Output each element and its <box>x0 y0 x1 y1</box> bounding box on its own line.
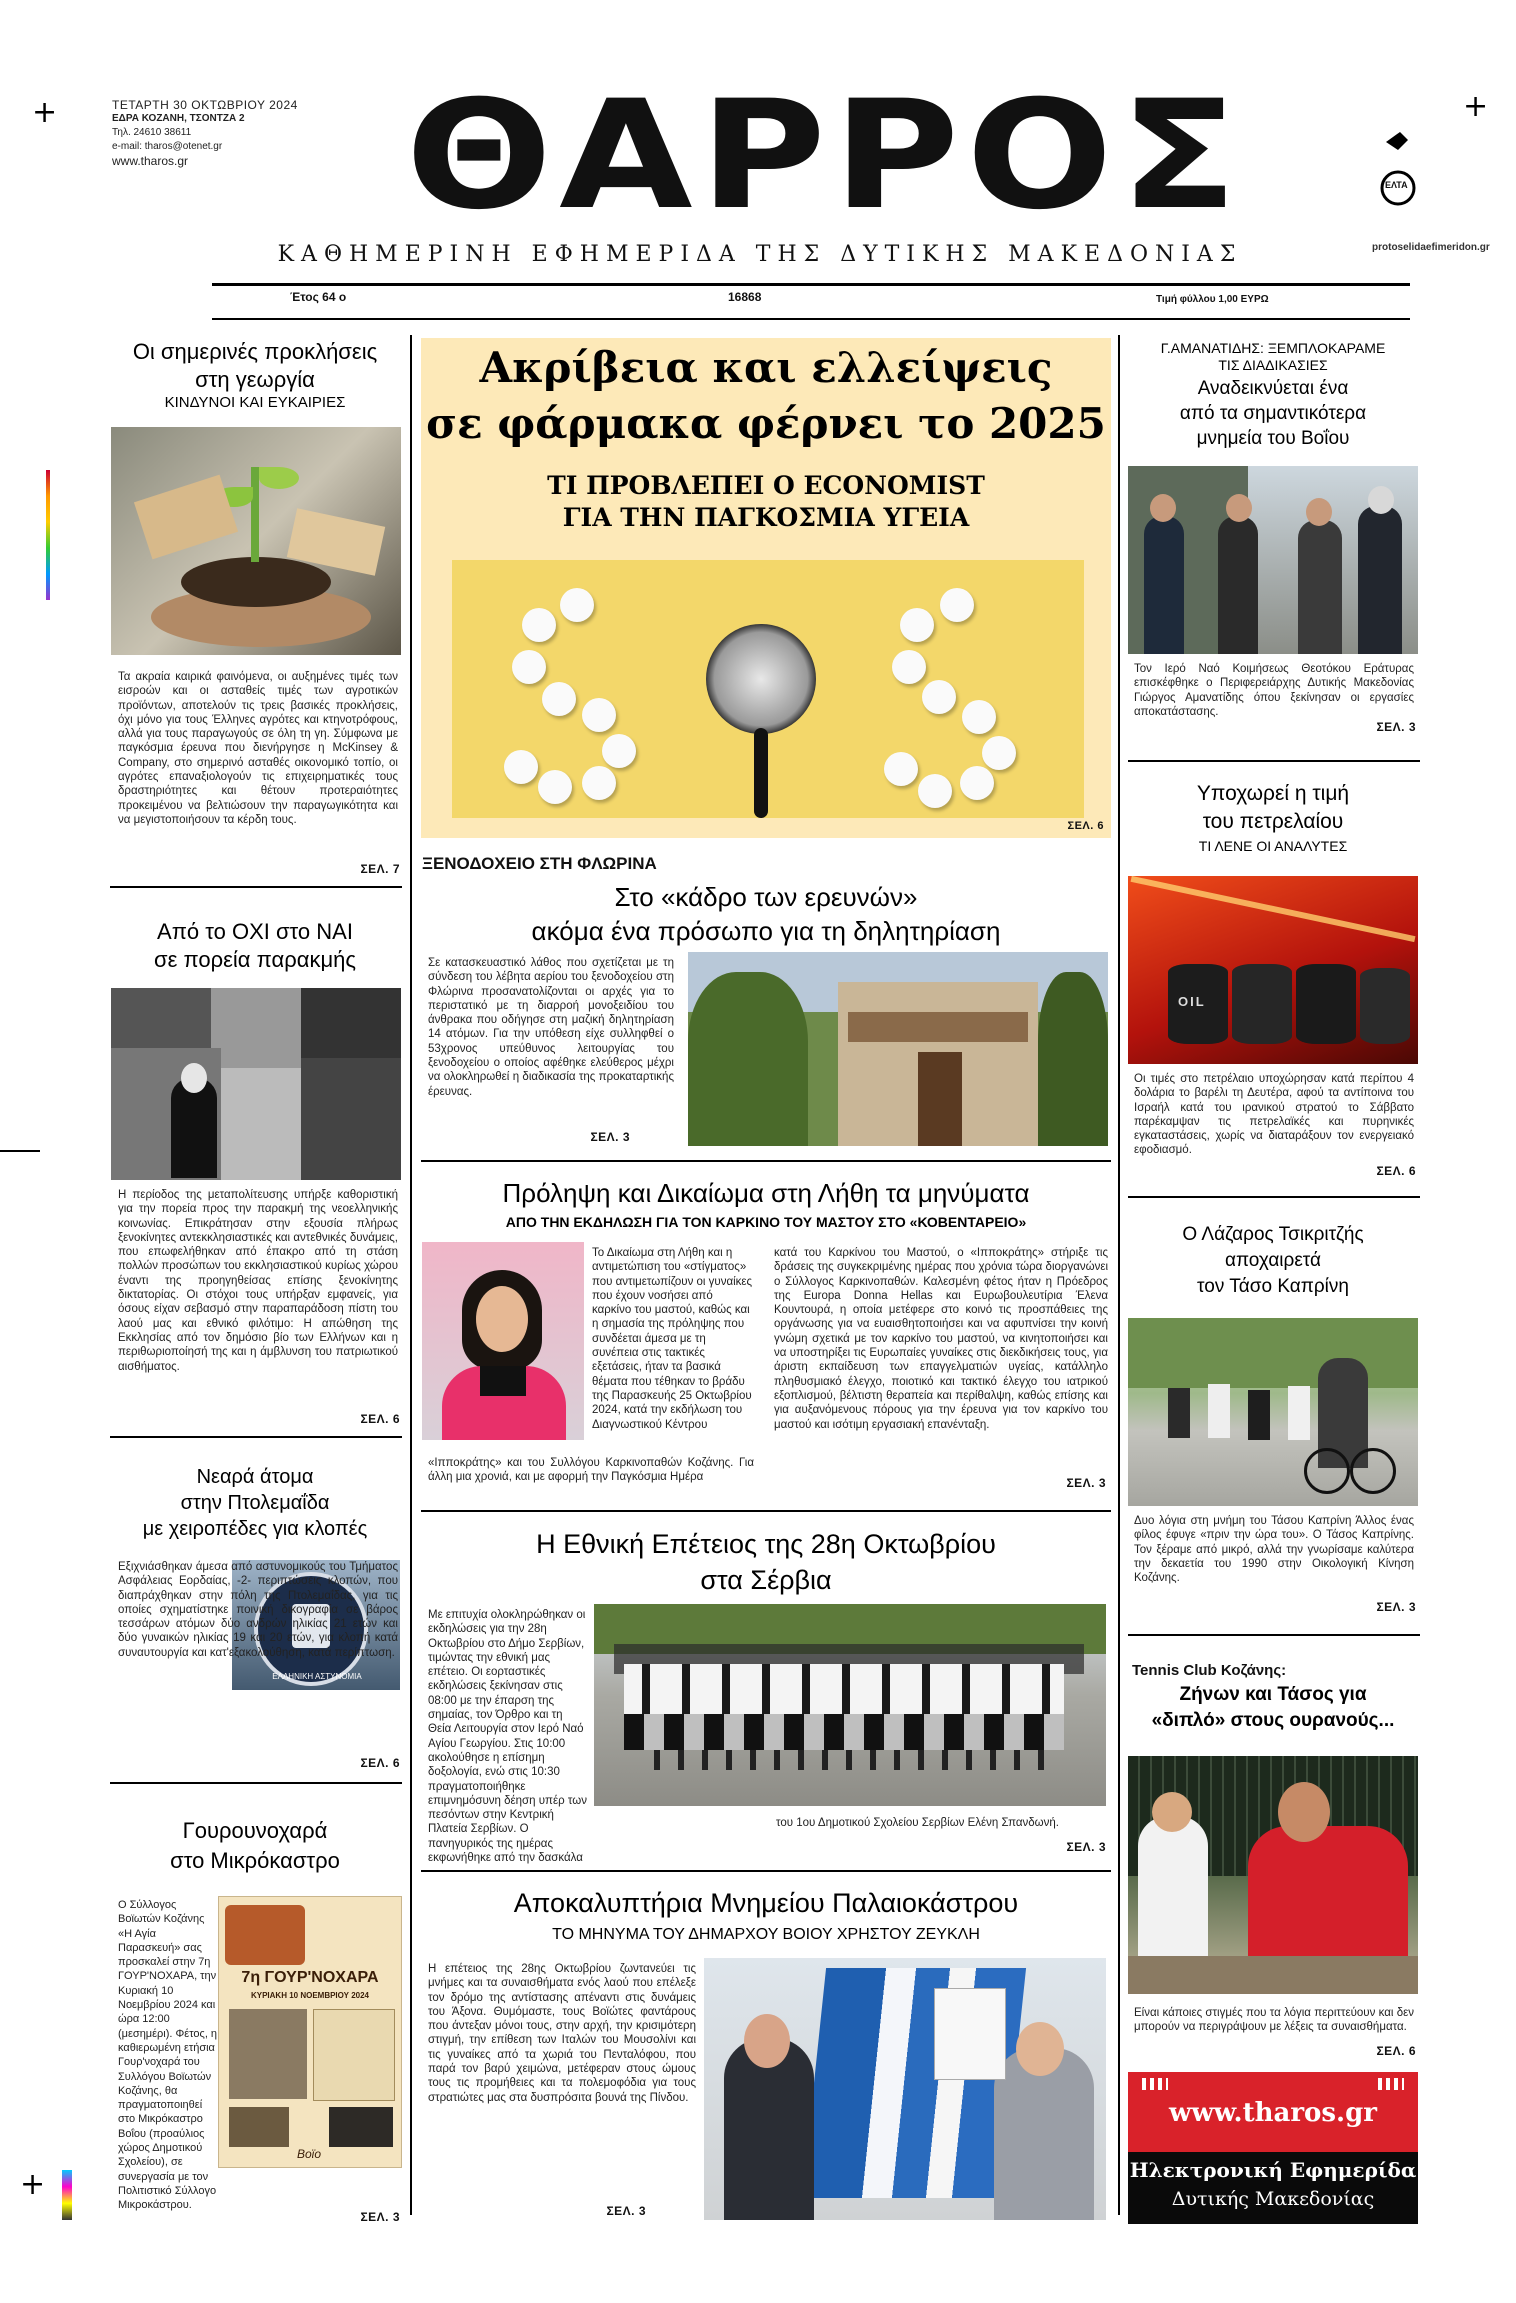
lazaros-page-ref[interactable]: ΣΕΛ. 3 <box>1376 1600 1416 1614</box>
masthead-rule-bottom <box>212 318 1410 320</box>
masthead-rule-top <box>212 283 1410 286</box>
poster-date: ΚΥΡΙΑΚΗ 10 ΝΟΕΜΒΡΙΟΥ 2024 <box>250 1991 370 2000</box>
divider-right <box>1118 335 1120 2215</box>
email-address: e-mail: tharos@otenet.gr <box>112 141 223 152</box>
lazaros-body: Δυο λόγια στη μνήμη του Τάσου Καπρίνη Άλλος ένας φίλος έφυγε «πριν την ώρα του». Ο Τάσος Καπρίνης. Τον ξέραμε από μικρό, αλλά την γνωρίσαμε καλύτερα την δεκαετία του 1990 στην Οικολογική Κίνηση Κοζάνης. <box>1134 1515 1414 1585</box>
farm-title: Οι σημερινές προκλήσεις στη γεωργία <box>132 339 378 392</box>
cmyk-mark <box>62 2170 72 2220</box>
lead-page-ref[interactable]: ΣΕΛ. 6 <box>1067 820 1104 832</box>
monument-photo <box>704 1958 1106 2220</box>
hotel-kicker: ΞΕΝΟΔΟΧΕΙΟ ΣΤΗ ΦΛΩΡΙΝΑ <box>422 854 657 873</box>
year-label: Έτος 64 ο <box>290 290 347 304</box>
elta-label: ΕΛΤΑ <box>1385 180 1408 190</box>
website-link[interactable]: www.tharos.gr <box>112 154 189 168</box>
voio-photo <box>1128 466 1418 654</box>
cancer-body-a: Το Δικαίωμα στη Λήθη και η αντιμετώπιση του «στίγματος» που αντιμετωπίζουν οι γυναίκες που έχουν νοσήσει από καρκίνο του μαστού, καθώς και η σημασία της πρόληψης που συνδέεται άμεσα με τη συνέπεια στις τακτικές εξετάσεις, ήταν τα βασικά θέματα που τέθηκαν το βράδυ της Παρασκευής 25 Οκτωβρίου 2024, κατά την εκδήλωση του Διαγνωστικού Κέντρου <box>592 1247 753 1431</box>
voio-body: Τον Ιερό Ναό Κοιμήσεως Θεοτόκου Εράτυρας επισκέφθηκε ο Περιφερειάρχης Δυτικής Μακεδονίας Γιώργος Αμανατίδης όπου ξεκίνησαν οι εργασίες αποκατάστασης. <box>1134 663 1414 718</box>
right-rule-2 <box>1128 1196 1420 1198</box>
servia-page-ref[interactable]: ΣΕΛ. 3 <box>1066 1840 1106 1854</box>
phone-number: Τηλ. 24610 38611 <box>112 127 192 138</box>
tennis-page-ref[interactable]: ΣΕΛ. 6 <box>1376 2044 1416 2058</box>
oil-kicker: ΤΙ ΛΕΝΕ ΟΙ ΑΝΑΛΥΤΕΣ <box>1198 838 1348 854</box>
pork-poster <box>218 1896 402 2168</box>
registration-mark-tl: + <box>32 95 58 130</box>
newspaper-subtitle: ΚΑΘΗΜΕΡΙΝΗ ΕΦΗΜΕΡΙΔΑ ΤΗΣ ΔΥΤΙΚΗΣ ΜΑΚΕΔΟΝΙΑΣ <box>277 242 1243 267</box>
cancer-title: Πρόληψη και Δικαίωμα στη Λήθη τα μηνύματα <box>502 1178 1030 1208</box>
price-label: Τιμή φύλλου 1,00 ΕΥΡΩ <box>1156 294 1269 305</box>
voio-page-ref[interactable]: ΣΕΛ. 3 <box>1376 720 1416 734</box>
parade-photo <box>594 1604 1106 1806</box>
police-badge-text: ΕΛΛΗΝΙΚΗ ΑΣΤΥΝΟΜΙΑ <box>272 1672 362 1681</box>
cancer-body-c: κατά του Καρκίνου του Μαστού, ο «Ιπποκράτης» στήριξε τις δράσεις της συγκεκριμένης ημέρας που χρόνια τώρα διοργανώνει ο Σύλλογος Καρκινοπαθών. Καλεσμένη φέτος ήταν η Πρόεδρος της Europa Donna Hellas και Ευρωβουλευτίρια Έλενα Κουντουρά, η οποία μετέφερε στο κοινό τις προσπάθειες της οργάνωσης για να ευαισθητοποιήσει και να αφυπνίσει την κοινή γνώμη σχετικά με τον καρκίνο του μαστού, να κινητοποιήσει και να υποστηρίξει τις Ευρωπαίες γυναίκες στις διεκδικήσεις τους, για άριστη εκπαίδευση των επαγγελματιών υγείας, κατάλληλο πληθυσμιακό έλεγχο, ποιοτικό και τακτικό έλεγχο του ιατρικού εξοπλισμού, βέλτιστη θεραπεία και περίθαλψη, καθώς επίσης και για αυξανόμενους πόρους για την έρευνα για τον καρκίνο του μαστού και ισότιμη εργασιακή επανένταξη. <box>774 1247 1108 1431</box>
right-rule-1 <box>1128 760 1420 762</box>
voio-title: Αναδεικνύεται ένα από τα σημαντικότερα μνημεία του Βοΐου <box>1179 378 1367 449</box>
farm-photo <box>111 427 401 655</box>
arrests-title: Νεαρά άτομα στην Πτολεμαΐδα με χειροπέδες για κλοπές <box>142 1466 368 1540</box>
farm-page-ref[interactable]: ΣΕΛ. 7 <box>360 862 400 876</box>
tennis-photo <box>1128 1756 1418 1994</box>
ochi-body: Η περίοδος της μεταπολίτευσης υπήρξε καθοριστική για την πορεία προς την παρακμή της νεοελληνικής κοινωνίας. Επικράτησαν στην εξουσία πλήρως ξενοκίνητες αντεκκλησιαστικές και αντεθνικές δυνάμεις, που επωφελήθηκαν από έπακρο από τη στάση πολλών προσώπων του εκκλησιαστικού κυρίως χώρου έναντι της προηγηθείσας επίσης ξενοκίνητης δικτατορίας. Οι στόχοι τους υπήρξαν εμφανείς, για όσους είχαν σεβασμό στην παραπαράδοση πίστη του λαού μας και εθνικό φιλότιμο: Η απώθηση της Εκκλησίας από τον δημόσιο βίο των Ελλήνων και η περιθωριοποίησή της και η άμβλυνση του πατριωτικού αισθήματος. <box>118 1189 398 1373</box>
seat-address: ΕΔΡΑ ΚΟΖΑΝΗ, ΤΣΟΝΤΖΑ 2 <box>112 113 245 124</box>
cycling-photo <box>1128 1318 1418 1506</box>
poster-title: 7η ΓΟΥΡ'ΝΟΧΑΡΑ <box>241 1969 379 1986</box>
monument-page-ref[interactable]: ΣΕΛ. 3 <box>606 2204 646 2218</box>
arrests-body: Εξιχνιάσθηκαν άμεσα από αστυνομικούς του Τμήματος Ασφάλειας Εορδαίας, -2- περιπτώσεις κλοπών, που διαπράχθηκαν στην πόλη της Πτολεμαΐδας, για τις οποίες σχηματίστηκε ποινική δικογραφία σε βάρος τεσσάρων ατόμων δύο ανδρών ηλικίας 21 ετών και δύο γυναικών ηλικίας 19 και 20 ετών, για κλοπή κατά συναυτουργία και κατ'εξακολούθηση, κατά περίπτωση. <box>118 1561 398 1659</box>
servia-caption: του 1ου Δημοτικού Σχολείου Σερβίων Ελένη Σπανδωνή. <box>776 1817 1059 1829</box>
right-rule-3 <box>1128 1634 1420 1636</box>
barrel-label: OIL <box>1178 994 1206 1009</box>
center-rule-3 <box>421 1870 1111 1872</box>
elta-logo <box>1378 130 1418 220</box>
pills-stethoscope-photo <box>452 560 1084 818</box>
oil-title: Υποχωρεί η τιμή του πετρελαίου <box>1196 782 1350 833</box>
masthead-info <box>112 98 332 168</box>
servia-title: Η Εθνική Επέτειος της 28η Οκτωβρίου στα Σέρβια <box>536 1529 996 1595</box>
farm-kicker: ΚΙΝΔΥΝΟΙ ΚΑΙ ΕΥΚΑΙΡΙΕΣ <box>164 394 346 411</box>
left-rule-2 <box>110 1436 402 1438</box>
speaker-photo <box>422 1242 584 1440</box>
divider-left <box>410 335 412 2215</box>
promo-banner[interactable] <box>1128 2072 1418 2224</box>
promo-line-1: Ηλεκτρονική Εφημερίδα <box>1129 2158 1417 2182</box>
pork-title: Γουρουνοχαρά στο Μικρόκαστρο <box>170 1818 340 1873</box>
newspaper-logo: ΘΑΡΡΟΣ <box>405 69 1245 243</box>
promo-line-2: Δυτικής Μακεδονίας <box>1171 2188 1375 2210</box>
tennis-title: Ζήνων και Τάσος για «διπλό» στους ουρανούς... <box>1151 1684 1395 1731</box>
registration-mark-bl: + <box>20 2167 46 2202</box>
left-rule-1 <box>110 886 402 888</box>
pork-page-ref[interactable]: ΣΕΛ. 3 <box>360 2210 400 2224</box>
oil-body: Οι τιμές στο πετρέλαιο υποχώρησαν κατά περίπου 4 δολάρια το βαρέλι τη Δευτέρα, αφού τα αντίποινα του Ισραήλ κατά του ιρανικού στρατού το Σάββατο παρέκαμψαν τις πετρελαϊκές και πυρηνικές εγκαταστάσεις, χωρίς να διαταράξουν τον ενεργειακό εφοδιασμό. <box>1134 1073 1414 1157</box>
hotel-photo <box>688 952 1108 1146</box>
center-rule-2 <box>421 1510 1111 1512</box>
hotel-page-ref[interactable]: ΣΕΛ. 3 <box>590 1130 630 1144</box>
farm-body: Τα ακραία καιρικά φαινόμενα, οι αυξημένες τιμές των εισροών και οι ασταθείς τιμές των αγροτικών προϊόντων, αποτελούν τις τρεις βασικές προκλήσεις, όχι μόνο για τους Έλληνες αγρότες και κτηνοτρόφους, αλλά για τους παραγωγούς σε όλη τη γη. Σύμφωνα με παγκόσμια έρευνα που διενήργησε η McKinsey & Company, στο σημερινό ασταθές οικονομικό τοπίο, οι αγρότες επαναξιολογούν τις επιχειρηματικές τους δραστηριότητες και θέτουν προτεραιότητες προκειμένου να βελτιώσουν την παραγωγικότητα και να μεγιστοποιήσουν τα κέρδη τους. <box>118 671 398 826</box>
crop-line-left <box>0 1150 40 1152</box>
tennis-kicker: Tennis Club Κοζάνης: <box>1132 1662 1287 1679</box>
issue-number: 16868 <box>728 290 762 304</box>
issue-date: ΤΕΤΑΡΤΗ 30 ΟΚΤΩΒΡΙΟΥ 2024 <box>112 98 298 112</box>
ochi-title: Από το ΟΧΙ στο ΝΑΙ σε πορεία παρακμής <box>154 919 356 972</box>
hotel-body: Σε κατασκευαστικό λάθος που σχετίζεται με τη σύνδεση του λέβητα αερίου του ξενοδοχείου στη Φλώρινα προσανατολίζονται οι αρχές για το περιστατικό με τη διαρροή μονοξειδίου του άνθρακα που οδήγησε στη μαζική δηλητηρίαση 14 ατόμων. Για την υπόθεση είχε συλληφθεί ο 53χρονος υπεύθυνος λειτουργίας του ξενοδοχείου ο οποίος αφέθηκε ελεύθερος μέχρι να ολοκληρωθεί η διαδικασία της προκαταρτικής έρευνας. <box>428 957 674 1098</box>
center-rule-1 <box>421 1160 1111 1162</box>
monument-body: Η επέτειος της 28ης Οκτωβρίου ζωντανεύει τις μνήμες και τα συναισθήματα ενός λαού που επέλεξε τον δρόμο της αντίστασης απέναντι στις δυνάμεις του Άξονα. Θυμόμαστε, τους Βοϊώτες φαντάρους που άντεξαν μόνοι τους, στην αρχή, την κρισιμότερη στιγμή, την επίθεση των Ιταλών του Μουσολίνι και τις γυναίκες από τα χωριά του Πενταλόφου, που παρά τον βαρύ χειμώνα, μετέφεραν στους ώμους τους τις προμήθειες και τα πολεμοφόδια για τους στρατιώτες μας στα δυσπρόσιτα βουνά της Πίνδου. <box>428 1963 696 2104</box>
monument-title: Αποκαλυπτήρια Μνημείου Παλαιοκάστρου <box>513 1888 1019 1918</box>
color-strip <box>46 470 50 600</box>
lazaros-title: Ο Λάζαρος Τσικριτζής αποχαιρετά τον Τάσο Καπρίνη <box>1182 1224 1364 1297</box>
ochi-page-ref[interactable]: ΣΕΛ. 6 <box>360 1412 400 1426</box>
tennis-body: Είναι κάποιες στιγμές που τα λόγια περιττεύουν και δεν μπορούν να περιγράψουν με λέξεις τα συναισθήματα. <box>1134 2007 1414 2034</box>
registration-mark-tr: + <box>1463 89 1489 124</box>
servia-body: Με επιτυχία ολοκληρώθηκαν οι εκδηλώσεις για την 28η Οκτωβρίου στο Δήμο Σερβίων, τιμώντας την εθνική μας επέτειο. Οι εορταστικές εκδηλώσεις ξεκίνησαν στις 08:00 με την έπαρση της σημαίας, τον Όρθρο και τη Θεία Λειτουργία στον Ιερό Ναό Αγίου Γεωργίου. Στις 10:00 ακολούθησε η επίσημη δοξολογία, ενώ στις 10:30 πραγματοποιήθηκε επιμνημόσυνη δέηση υπέρ των πεσόντων στην Κεντρική Πλατεία Σερβίων. Ο πανηγυρικός της ημέρας εκφωνήθηκε από την δασκάλα <box>428 1609 587 1865</box>
lead-subheadline: ΤΙ ΠΡΟΒΛΕΠΕΙ Ο ECONOMIST ΓΙΑ ΤΗΝ ΠΑΓΚΟΣΜΙΑ ΥΓΕΙΑ <box>547 471 985 532</box>
cancer-subtitle: ΑΠΟ ΤΗΝ ΕΚΔΗΛΩΣΗ ΓΙΑ ΤΟΝ ΚΑΡΚΙΝΟ ΤΟΥ ΜΑΣΤΟΥ ΣΤΟ «ΚΟΒΕΝΤΑΡΕΙΟ» <box>505 1214 1027 1230</box>
arrests-page-ref[interactable]: ΣΕΛ. 6 <box>360 1756 400 1770</box>
hotel-title: Στο «κάδρο των ερευνών» ακόμα ένα πρόσωπο για τη δηλητηρίαση <box>531 882 1001 946</box>
monument-subtitle: ΤΟ ΜΗΝΥΜΑ ΤΟΥ ΔΗΜΑΡΧΟΥ ΒΟΙΟΥ ΧΡΗΣΤΟΥ ΖΕΥΚΛΗ <box>552 1926 980 1943</box>
ochi-photo <box>111 988 401 1180</box>
source-credit: protoselidaefimeridon.gr <box>1372 242 1490 253</box>
cancer-body-b: «Ιπποκράτης» και του Συλλόγου Καρκινοπαθών Κοζάνης. Για άλλη μια χρονιά, και με αφορμή την Παγκόσμια Ημέρα <box>428 1457 754 1484</box>
oil-photo <box>1128 876 1418 1064</box>
lead-headline: Ακρίβεια και ελλείψεις σε φάρμακα φέρνει το 2025 <box>426 343 1106 448</box>
left-rule-3 <box>110 1782 402 1784</box>
cancer-page-ref[interactable]: ΣΕΛ. 3 <box>1066 1476 1106 1490</box>
voio-kicker: Γ.ΑΜΑΝΑΤΙΔΗΣ: ΞΕΜΠΛΟΚΑΡΑΜΕ ΤΙΣ ΔΙΑΔΙΚΑΣΙΕΣ <box>1160 340 1386 373</box>
promo-url[interactable]: www.tharos.gr <box>1169 2098 1377 2128</box>
oil-page-ref[interactable]: ΣΕΛ. 6 <box>1376 1164 1416 1178</box>
poster-footer: Βοϊο <box>296 2147 322 2161</box>
pork-body: Ο Σύλλογος Βοϊωτών Κοζάνης «Η Αγία Παρασκευή» σας προσκαλεί στην 7η ΓΟΥΡ'ΝΟΧΑΡΑ, την Κυριακή 10 Νοεμβρίου 2024 και ώρα 12:00 (μεσημέρι). Φέτος, η καθιερωμένη ετήσια Γουρ'νοχαρά του Συλλόγου Βοϊωτών Κοζάνης, θα πραγματοποιηθεί στο Μικρόκαστρο Βοΐου (προαύλιος χώρος Δημοτικού Σχολείου), σε συνεργασία με τον Πολιτιστικό Σύλλογο Μικροκάστρου. <box>118 1899 218 2212</box>
